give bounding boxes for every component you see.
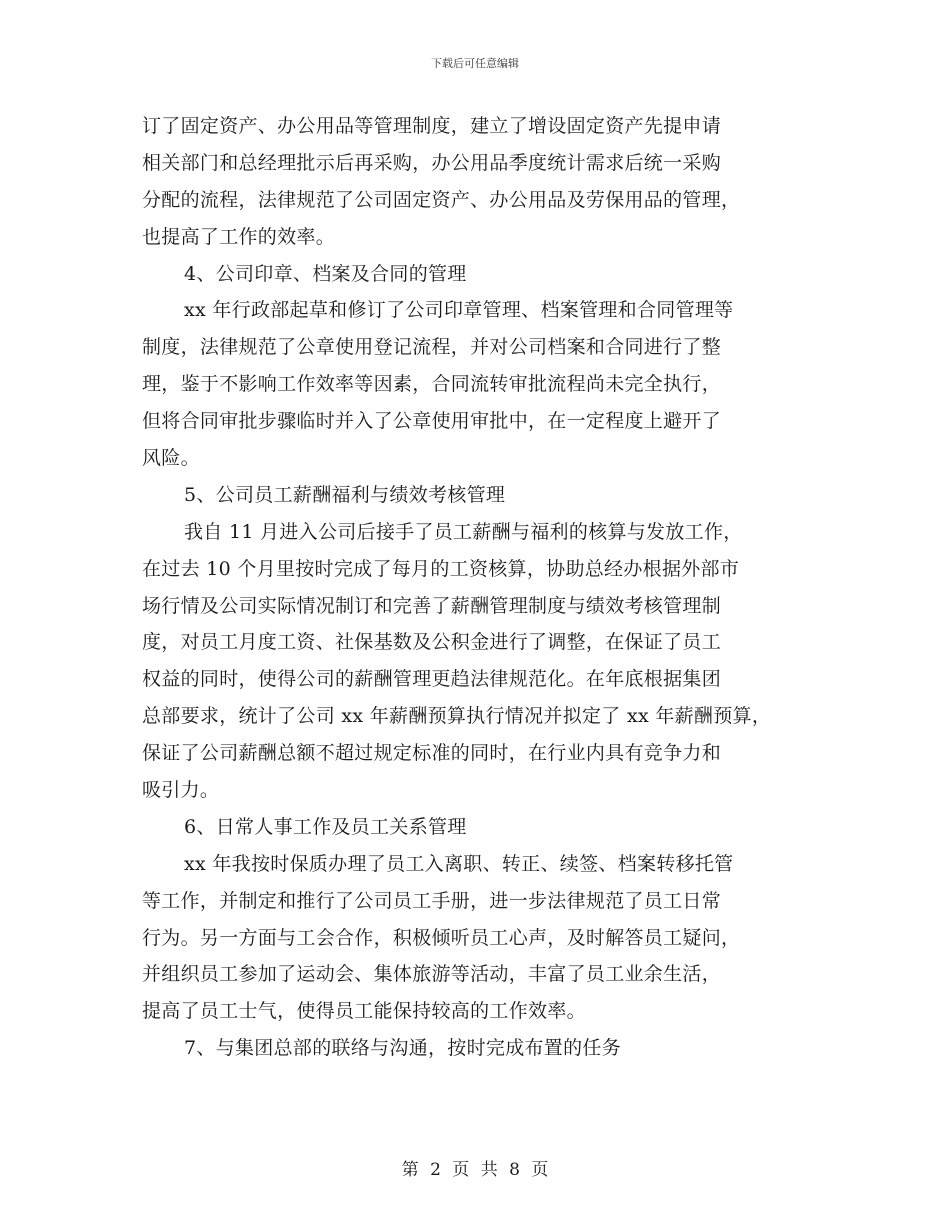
page-header: 下载后可任意编辑 [431, 57, 519, 70]
text-line: 6、日常人事工作及员工关系管理 [184, 815, 467, 838]
text-line: 等工作，并制定和推行了公司员工手册，进一步法律规范了员工日常 [142, 889, 722, 912]
text-line: 5、公司员工薪酬福利与绩效考核管理 [184, 483, 506, 506]
text-line: 分配的流程，法律规范了公司固定资产、办公用品及劳保用品的管理， [142, 188, 741, 211]
text-line: xx 年我按时保质办理了员工入离职、转正、续签、档案转移托管 [184, 852, 734, 875]
text-line: 风险。 [142, 447, 200, 470]
text-line: 并组织员工参加了运动会、集体旅游等活动，丰富了员工业余生活， [142, 963, 722, 986]
text-line: xx 年行政部起草和修订了公司印章管理、档案管理和合同管理等 [184, 299, 734, 322]
text-line: 行为。另一方面与工会合作，积极倾听员工心声，及时解答员工疑问， [142, 926, 741, 949]
text-line: 也提高了工作的效率。 [142, 225, 336, 248]
text-line: 我自 11 月进入公司后接手了员工薪酬与福利的核算与发放工作， [184, 520, 743, 543]
text-line: 但将合同审批步骤临时并入了公章使用审批中，在一定程度上避开了 [142, 410, 722, 433]
text-line: 场行情及公司实际情况制订和完善了薪酬管理制度与绩效考核管理制 [142, 594, 722, 617]
text-line: 订了固定资产、办公用品等管理制度，建立了增设固定资产先提申请 [142, 115, 722, 137]
page-footer: 第 2 页 共 8 页 [401, 1160, 549, 1180]
text-line: 权益的同时，使得公司的薪酬管理更趋法律规范化。在年底根据集团 [142, 668, 722, 691]
text-line: 在过去 10 个月里按时完成了每月的工资核算，协助总经办根据外部市 [142, 557, 740, 580]
text-line: 保证了公司薪酬总额不超过规定标准的同时，在行业内具有竞争力和 [142, 742, 722, 765]
text-line: 吸引力。 [142, 779, 220, 802]
text-line: 4、公司印章、档案及合同的管理 [184, 262, 467, 285]
text-line: 度，对员工月度工资、社保基数及公积金进行了调整，在保证了员工 [142, 631, 722, 654]
text-line: 7、与集团总部的联络与沟通，按时完成布置的任务 [184, 1037, 621, 1060]
document-body [142, 108, 822, 1067]
text-line: 总部要求，统计了公司 xx 年薪酬预算执行情况并拟定了 xx 年薪酬预算， [142, 705, 772, 728]
text-line: 相关部门和总经理批示后再采购，办公用品季度统计需求后统一采购 [142, 151, 722, 174]
text-line: 制度，法律规范了公章使用登记流程，并对公司档案和合同进行了整 [142, 336, 722, 359]
text-line: 提高了员工士气，使得员工能保持较高的工作效率。 [142, 1000, 586, 1023]
text-line: 理，鉴于不影响工作效率等因素，合同流转审批流程尚未完全执行， [142, 373, 722, 396]
